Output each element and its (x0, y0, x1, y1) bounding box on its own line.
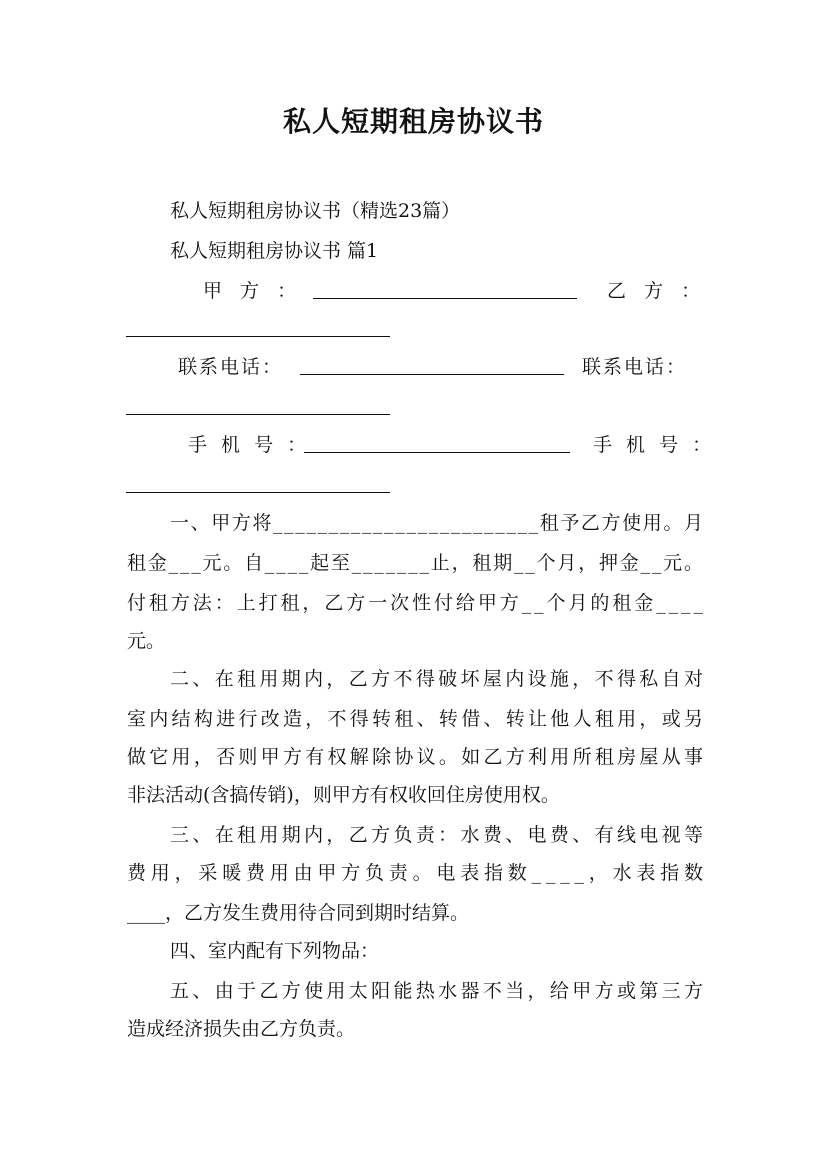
clause-3-line-1: 三、在租用期内，乙方负责：水费、电费、有线电视等 (170, 824, 707, 846)
party-a-blank (313, 280, 577, 299)
clause-2-line-4: 非法活动(含搞传销)，则甲方有权收回住房使用权。 (127, 784, 560, 806)
phone-b-label: 联系电话： (582, 356, 688, 378)
clause-5-line-2: 造成经济损失由乙方负责。 (127, 1018, 356, 1040)
clause-4-line-1: 四、室内配有下列物品： (170, 940, 380, 962)
clause-2-line-3: 做它用，否则甲方有权解除协议。如乙方利用所租房屋从事 (127, 746, 707, 768)
clause-3-line-2: 费用，采暖费用由甲方负责。电表指数____，水表指数 (127, 862, 708, 884)
clause-5-line-1: 五、由于乙方使用太阳能热水器不当，给甲方或第三方 (170, 980, 707, 1002)
mobile-a-blank (304, 434, 570, 453)
phone-a-blank (300, 356, 564, 375)
clause-1-line-1: 一、甲方将________________________租予乙方使用。月 (170, 512, 705, 534)
clause-2-line-2: 室内结构进行改造，不得转租、转借、转让他人租用，或另 (127, 708, 707, 730)
mobile-a-label: 手 机 号 ： (188, 434, 311, 456)
clause-2-line-1: 二、在租用期内，乙方不得破坏屋内设施，不得私自对 (170, 668, 707, 690)
party-b-label: 乙 方 ： (607, 280, 707, 302)
clause-3-line-3: ____，乙方发生费用待合同到期时结算。 (127, 902, 470, 924)
party-a-label: 甲 方 ： (203, 280, 303, 302)
mobile-b-label: 手 机 号 ： (593, 434, 716, 456)
document-title: 私人短期租房协议书 (282, 105, 544, 138)
phone-b-blank (126, 396, 390, 415)
clause-1-line-2: 租金___元。自____起至_______止，租期__个月，押金__元。 (127, 552, 705, 574)
clause-1-line-3: 付租方法：上打租，乙方一次性付给甲方__个月的租金____ (127, 592, 706, 614)
clause-1-line-4: 元。 (127, 630, 166, 652)
party-b-blank (126, 318, 390, 337)
document-subtitle: 私人短期租房协议书（精选23篇） (170, 200, 461, 222)
mobile-b-blank (126, 474, 390, 493)
phone-a-label: 联系电话： (178, 356, 284, 378)
chapter-heading: 私人短期租房协议书 篇1 (170, 240, 379, 262)
